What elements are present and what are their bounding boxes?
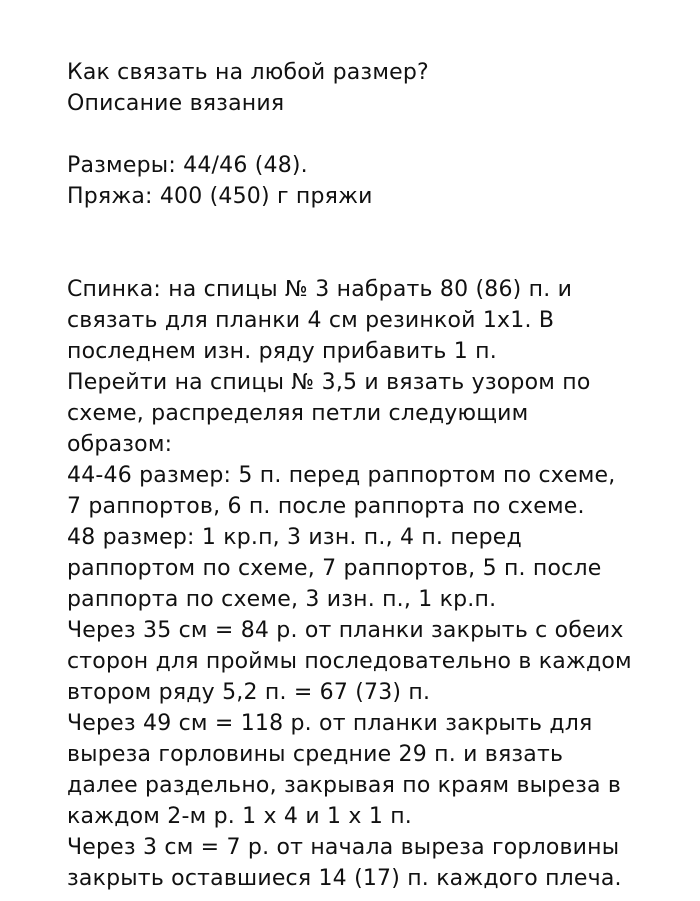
document-page [67, 57, 687, 894]
text-line: связать для планки 4 см резинкой 1х1. В [67, 308, 555, 333]
text-line: далее раздельно, закрывая по краям выреза в [67, 773, 622, 798]
text-line: каждом 2-м р. 1 х 4 и 1 х 1 п. [67, 804, 412, 829]
instructions-block [67, 274, 687, 894]
text-line: втором ряду 5,2 п. = 67 (73) п. [67, 680, 431, 705]
document-header [67, 57, 687, 119]
document-subtitle: Описание вязания [67, 91, 285, 116]
document-title: Как связать на любой размер? [67, 60, 429, 85]
text-line: Через 3 см = 7 р. от начала выреза горловины [67, 835, 620, 860]
yarn-line: Пряжа: 400 (450) г пряжи [67, 184, 373, 209]
text-line: сторон для проймы последовательно в каждом [67, 649, 632, 674]
text-line: 7 раппортов, 6 п. после раппорта по схеме. [67, 494, 585, 519]
text-line: раппорта по схеме, 3 изн. п., 1 кр.п. [67, 587, 497, 612]
text-line: Через 35 см = 84 р. от планки закрыть с обеих [67, 618, 624, 643]
text-line: Спинка: на спицы № 3 набрать 80 (86) п. и [67, 277, 573, 302]
text-line: закрыть оставшиеся 14 (17) п. каждого плеча. [67, 866, 622, 891]
text-line: 44-46 размер: 5 п. перед раппортом по схеме, [67, 463, 616, 488]
spacer [67, 119, 687, 150]
specs-block [67, 150, 687, 212]
text-line: Через 49 см = 118 р. от планки закрыть для [67, 711, 593, 736]
sizes-line: Размеры: 44/46 (48). [67, 153, 308, 178]
text-line: последнем изн. ряду прибавить 1 п. [67, 339, 497, 364]
text-line: раппортом по схеме, 7 раппортов, 5 п. после [67, 556, 602, 581]
text-line: образом: [67, 432, 173, 457]
spacer [67, 212, 687, 274]
text-line: схеме, распределяя петли следующим [67, 401, 529, 426]
text-line: Перейти на спицы № 3,5 и вязать узором по [67, 370, 591, 395]
text-line: выреза горловины средние 29 п. и вязать [67, 742, 564, 767]
text-line: 48 размер: 1 кр.п, 3 изн. п., 4 п. перед [67, 525, 522, 550]
